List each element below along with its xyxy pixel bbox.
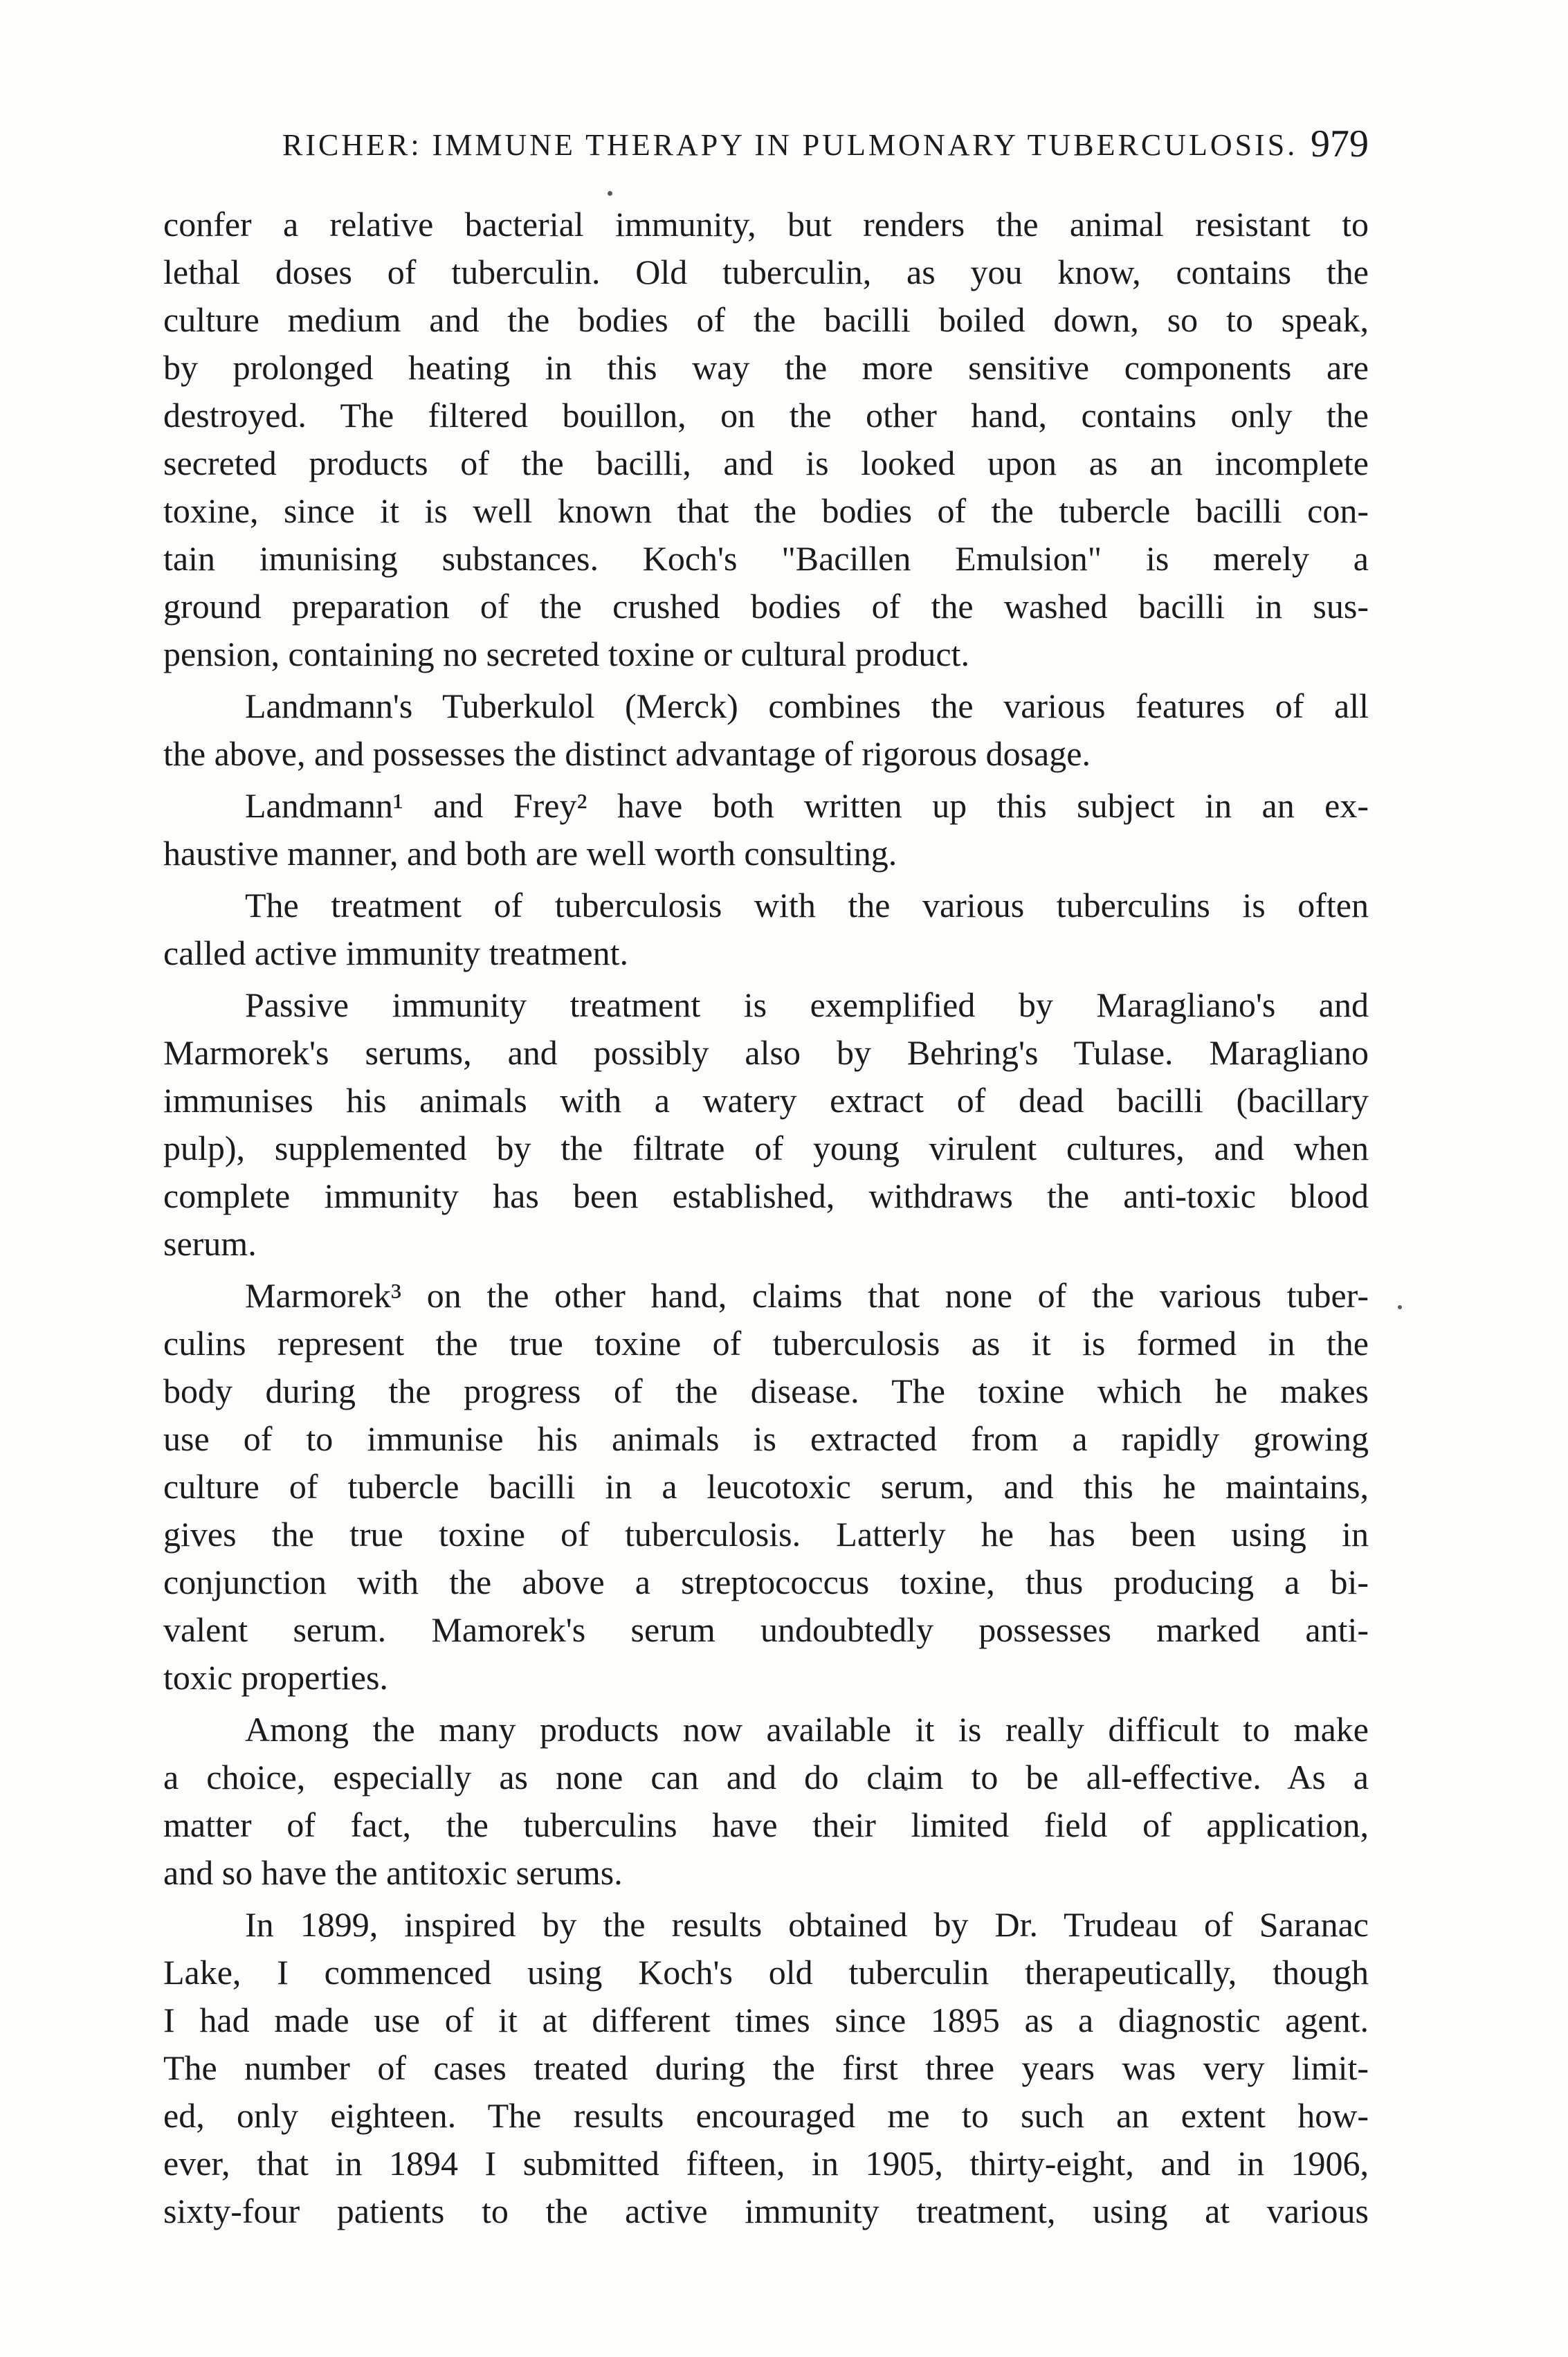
text-line: gives the true toxine of tuberculosis. Latterly he has been using in xyxy=(163,1515,1369,1554)
text-line: conjunction with the above a streptococcus toxine, thus producing a bi- xyxy=(163,1563,1369,1601)
text-line: Landmann's Tuberkulol (Merck) combines the various features of all xyxy=(245,686,1369,725)
paragraph xyxy=(163,882,1369,977)
text-line: complete immunity has been established, withdraws the anti-toxic blood xyxy=(163,1176,1369,1215)
text-line: The number of cases treated during the first three years was very limit- xyxy=(163,2048,1369,2087)
text-line: immunises his animals with a watery extract of dead bacilli (bacillary xyxy=(163,1081,1369,1120)
article-body xyxy=(163,201,1369,2235)
text-line: Marmorek's serums, and possibly also by Behring's Tulase. Maragliano xyxy=(163,1033,1369,1072)
text-line: ed, only eighteen. The results encouraged me to such an extent how- xyxy=(163,2096,1369,2135)
text-line: pension, containing no secreted toxine or cultural product. xyxy=(163,635,969,673)
text-line: Lake, I commenced using Koch's old tuberculin therapeutically, though xyxy=(163,1953,1369,1992)
paragraph xyxy=(163,782,1369,877)
text-line: haustive manner, and both are well worth consulting. xyxy=(163,834,897,873)
text-line: pulp), supplemented by the filtrate of young virulent cultures, and when xyxy=(163,1129,1369,1167)
paragraph xyxy=(163,682,1369,778)
text-line: destroyed. The filtered bouillon, on the other hand, contains only the xyxy=(163,396,1369,435)
running-head xyxy=(282,122,1369,170)
text-line: toxine, since it is well known that the bodies of the tubercle bacilli con- xyxy=(163,491,1369,530)
text-line: Passive immunity treatment is exemplified by Maragliano's and xyxy=(245,985,1369,1024)
text-line: ever, that in 1894 I submitted fifteen, in 1905, thirty-eight, and in 1906, xyxy=(163,2144,1369,2183)
text-line: valent serum. Mamorek's serum undoubtedly possesses marked anti- xyxy=(163,1610,1369,1649)
text-line: In 1899, inspired by the results obtained by Dr. Trudeau of Saranac xyxy=(245,1905,1369,1944)
text-line: by prolonged heating in this way the more sensitive components are xyxy=(163,348,1369,387)
text-line: ground preparation of the crushed bodies of the washed bacilli in sus- xyxy=(163,587,1369,626)
text-line: culins represent the true toxine of tuberculosis as it is formed in the xyxy=(163,1324,1369,1363)
text-line: use of to immunise his animals is extracted from a rapidly growing xyxy=(163,1419,1369,1458)
text-line: the above, and possesses the distinct advantage of rigorous dosage. xyxy=(163,734,1091,773)
text-line: Among the many products now available it is really difficult to make xyxy=(245,1710,1369,1749)
text-line: tain imunising substances. Koch's "Bacillen Emulsion" is merely a xyxy=(163,539,1369,578)
text-line: toxic properties. xyxy=(163,1658,388,1697)
running-title: RICHER: IMMUNE THERAPY IN PULMONARY TUBERCULOSIS. xyxy=(282,128,1298,162)
text-line: The treatment of tuberculosis with the various tuberculins is often xyxy=(245,886,1369,925)
print-speck xyxy=(608,191,612,196)
text-line: serum. xyxy=(163,1224,257,1263)
paragraph xyxy=(163,201,1369,678)
text-line: called active immunity treatment. xyxy=(163,934,628,972)
text-line: body during the progress of the disease. The toxine which he makes xyxy=(163,1372,1369,1410)
text-line: sixty-four patients to the active immunity treatment, using at various xyxy=(163,2192,1369,2230)
text-line: culture medium and the bodies of the bacilli boiled down, so to speak, xyxy=(163,300,1369,339)
text-line: matter of fact, the tuberculins have their limited field of application, xyxy=(163,1805,1369,1844)
text-line: and so have the antitoxic serums. xyxy=(163,1853,623,1892)
print-speck xyxy=(1398,1305,1402,1309)
page-number: 979 xyxy=(1311,122,1369,165)
text-line: culture of tubercle bacilli in a leucotoxic serum, and this he maintains, xyxy=(163,1467,1369,1506)
paragraph xyxy=(163,1706,1369,1897)
text-line: Marmorek³ on the other hand, claims that none of the various tuber- xyxy=(245,1276,1369,1315)
paragraph xyxy=(163,1272,1369,1702)
paragraph xyxy=(163,981,1369,1268)
text-line: I had made use of it at different times since 1895 as a diagnostic agent. xyxy=(163,2001,1369,2039)
text-line: lethal doses of tuberculin. Old tuberculin, as you know, contains the xyxy=(163,253,1369,291)
text-line: a choice, especially as none can and do claim to be all-effective. As a xyxy=(163,1758,1369,1796)
paragraph xyxy=(163,1901,1369,2235)
text-line: confer a relative bacterial immunity, but renders the animal resistant to xyxy=(163,205,1369,244)
text-line: secreted products of the bacilli, and is looked upon as an incomplete xyxy=(163,444,1369,482)
text-line: Landmann¹ and Frey² have both written up this subject in an ex- xyxy=(245,786,1369,825)
